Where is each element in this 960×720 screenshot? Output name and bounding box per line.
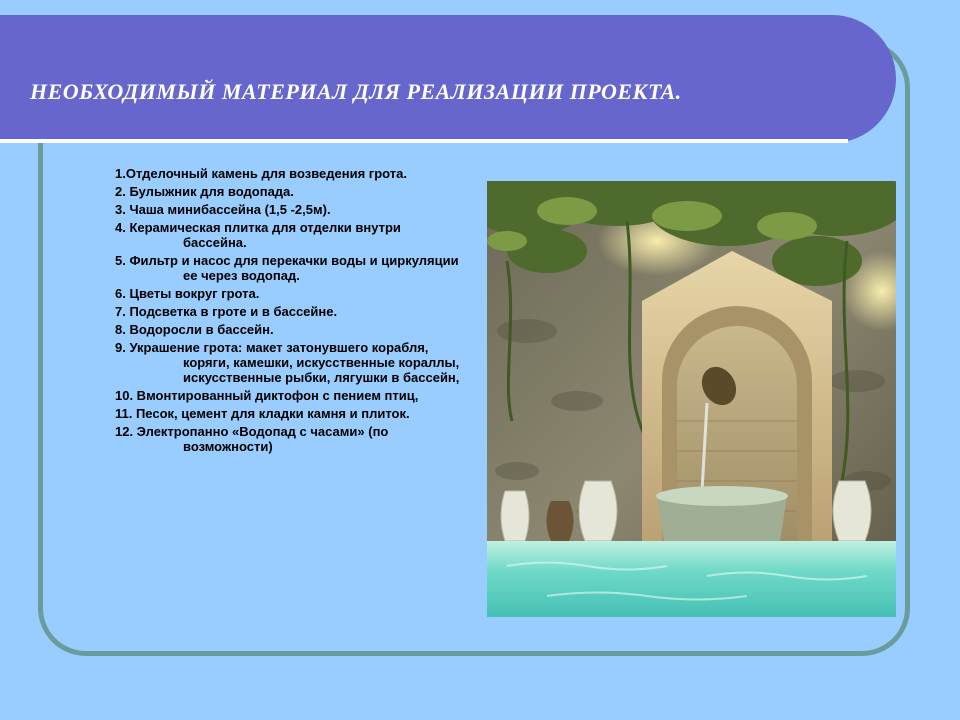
- list-item: 4. Керамическая плитка для отделки внутри бассейна.: [115, 220, 401, 250]
- list-item: 10. Вмонтированный диктофон с пением птиц,: [115, 388, 419, 403]
- title-band: [0, 15, 896, 143]
- list-item: 1.Отделочный камень для возведения грота.: [115, 166, 407, 181]
- list-item: 7. Подсветка в гроте и в бассейне.: [115, 304, 338, 319]
- list-item: 8. Водоросли в бассейн.: [115, 322, 274, 337]
- list-item: 2. Булыжник для водопада.: [115, 184, 294, 199]
- list-item: 12. Электропанно «Водопад с часами» (по возможности): [115, 424, 389, 454]
- list-item: 6. Цветы вокруг грота.: [115, 286, 260, 301]
- title-underline: [0, 139, 848, 143]
- grotto-fountain-photo: [487, 181, 896, 617]
- list-item: 11. Песок, цемент для кладки камня и плиток.: [115, 406, 410, 421]
- materials-list: [115, 166, 465, 457]
- list-item: 3. Чаша минибассейна (1,5 -2,5м).: [115, 202, 331, 217]
- list-item: 5. Фильтр и насос для перекачки воды и циркуляции ее через водопад.: [115, 253, 459, 283]
- slide-title: НЕОБХОДИМЫЙ МАТЕРИАЛ ДЛЯ РЕАЛИЗАЦИИ ПРОЕКТА.: [30, 79, 682, 104]
- list-item: 9. Украшение грота: макет затонувшего корабля, коряги, камешки, искусственные кораллы, искусственные рыбки, лягушки в бассейн,: [115, 340, 460, 385]
